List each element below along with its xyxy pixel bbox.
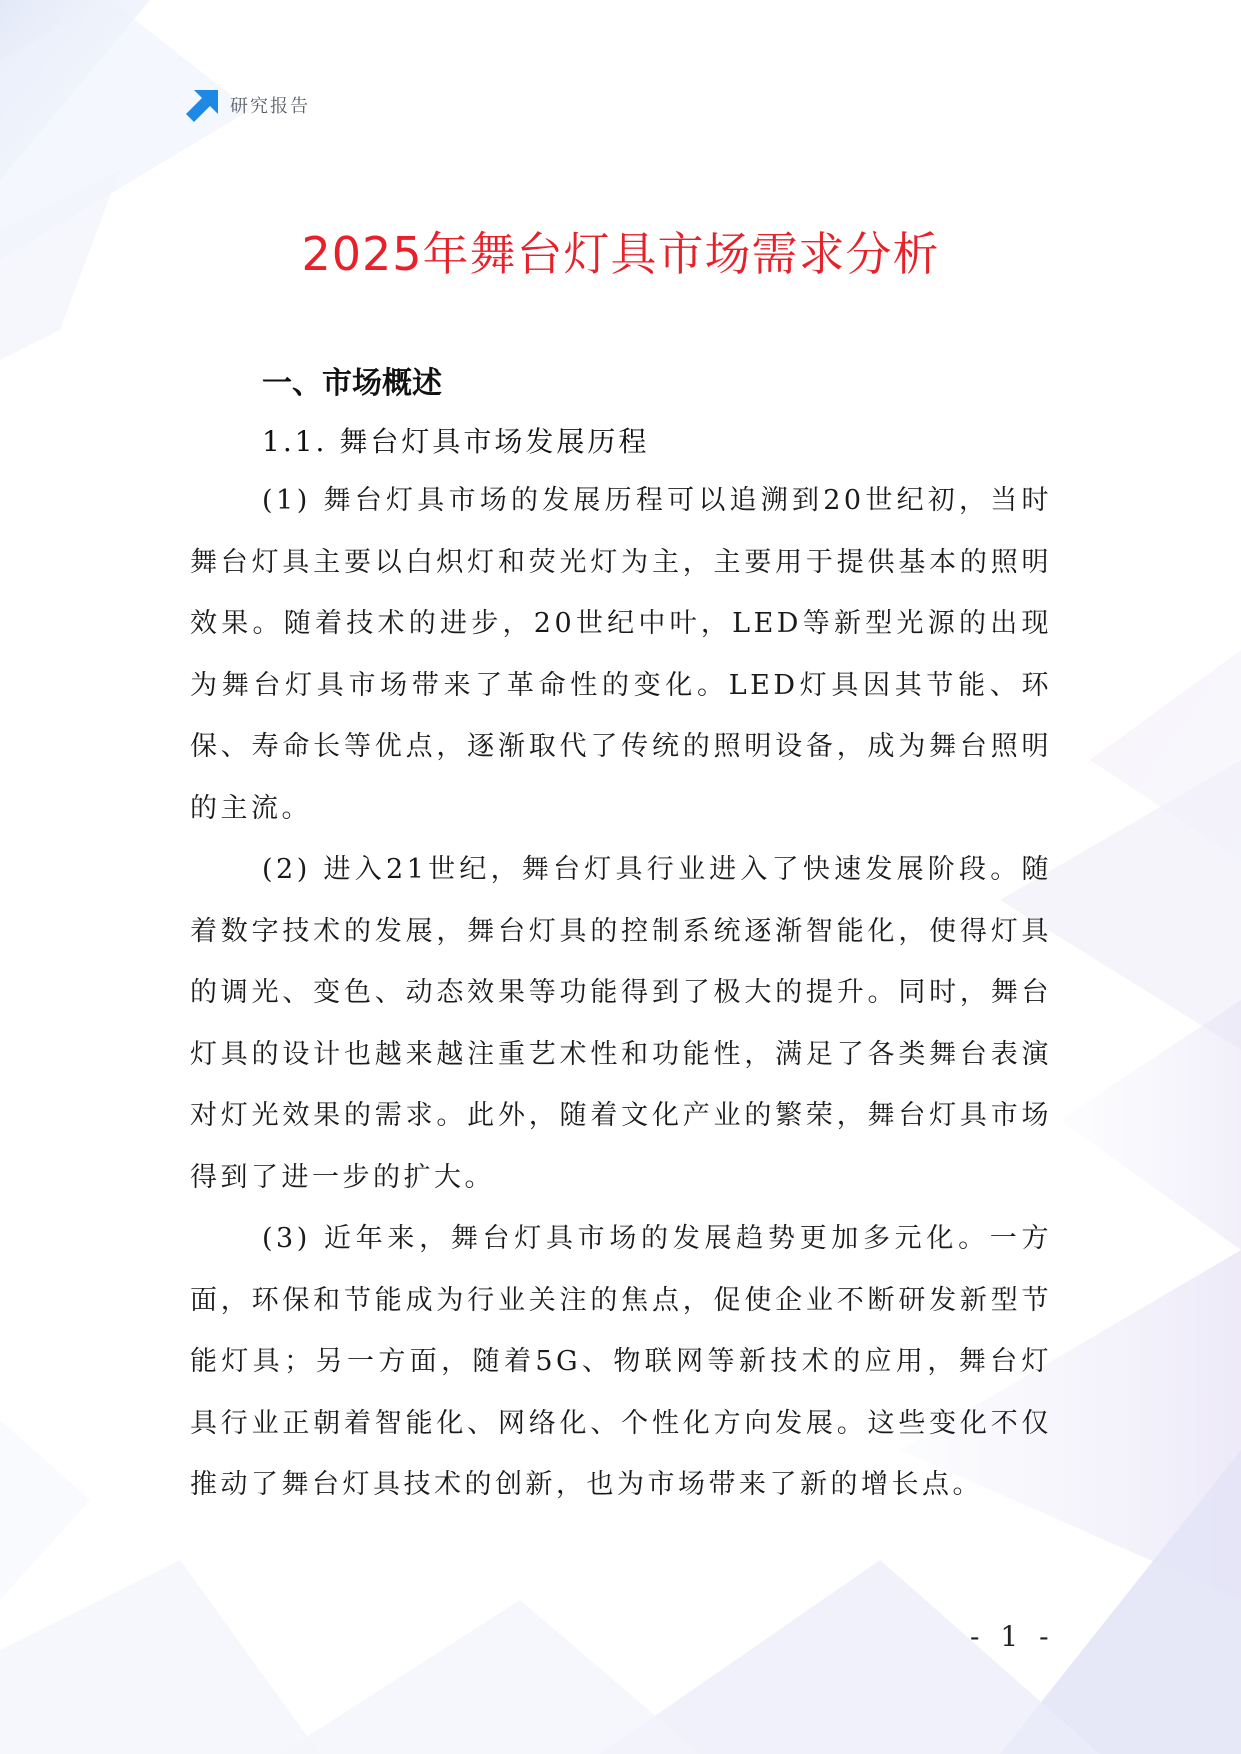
section-subheading: 1.1. 舞台灯具市场发展历程 xyxy=(262,425,650,458)
report-header xyxy=(186,88,310,122)
body-paragraph: (1) 舞台灯具市场的发展历程可以追溯到20世纪初，当时舞台灯具主要以白炽灯和荧光灯为主，主要用于提供基本的照明效果。随着技术的进步，20世纪中叶，LED等新型光源的出现为舞台灯具市场带来了革命性的变化。LED灯具因其节能、环保、寿命长等优点，逐渐取代了传统的照明设备，成为舞台照明的主流。 xyxy=(190,485,1052,824)
arrow-up-right-icon xyxy=(186,88,220,122)
body-paragraph: (3) 近年来，舞台灯具市场的发展趋势更加多元化。一方面，环保和节能成为行业关注的焦点，促使企业不断研发新型节能灯具；另一方面，随着5G、物联网等新技术的应用，舞台灯具行业正朝着智能化、网络化、个性化方向发展。这些变化不仅推动了舞台灯具技术的创新，也为市场带来了新的增长点。 xyxy=(190,1223,1052,1500)
body-paragraph: (2) 进入21世纪，舞台灯具行业进入了快速发展阶段。随着数字技术的发展，舞台灯具的控制系统逐渐智能化，使得灯具的调光、变色、动态效果等功能得到了极大的提升。同时，舞台灯具的设计也越来越注重艺术性和功能性，满足了各类舞台表演对灯光效果的需求。此外，随着文化产业的繁荣，舞台灯具市场得到了进一步的扩大。 xyxy=(190,854,1052,1193)
section-heading: 一、市场概述 xyxy=(262,366,442,401)
header-label: 研究报告 xyxy=(230,96,310,117)
document-title: 2025年舞台灯具市场需求分析 xyxy=(301,227,940,281)
page-number: - 1 - xyxy=(970,1620,1055,1653)
